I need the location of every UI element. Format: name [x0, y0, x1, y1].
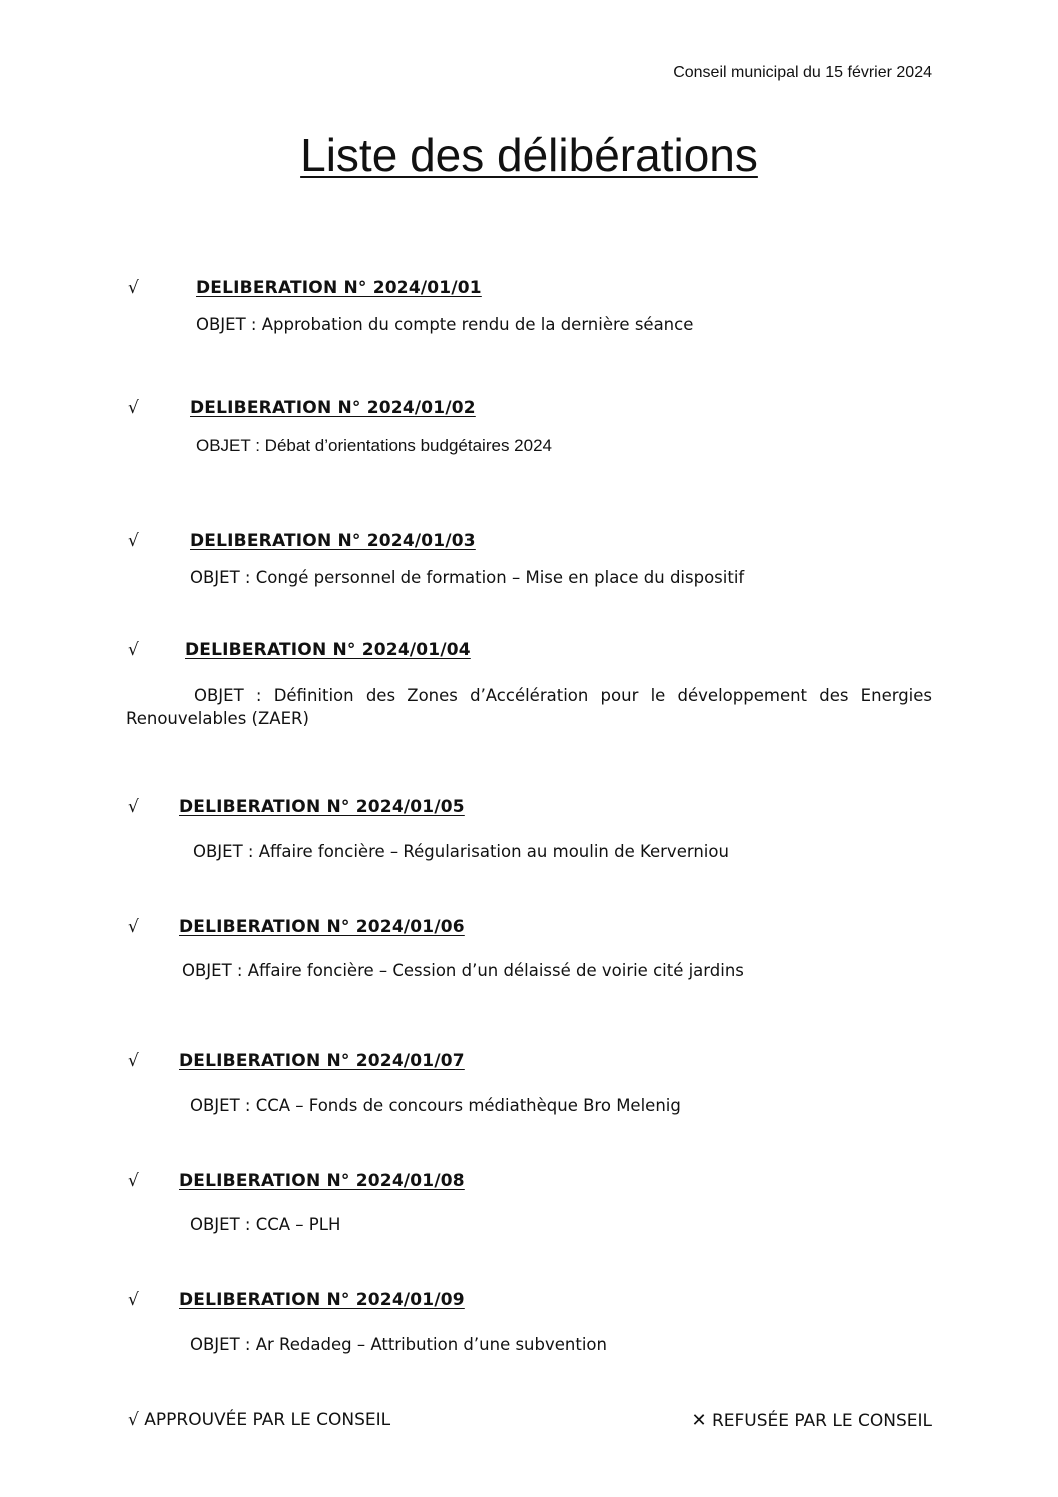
objet-label: OBJET : [190, 568, 251, 587]
deliberation-number: DELIBERATION N° 2024/01/09 [179, 1290, 465, 1310]
approved-check-icon: √ [128, 1410, 139, 1430]
approved-check-icon: √ [128, 531, 139, 551]
header-date: Conseil municipal du 15 février 2024 [673, 64, 932, 81]
deliberation-number: DELIBERATION N° 2024/01/02 [190, 398, 476, 418]
legend-refused [691, 1410, 932, 1431]
legend-approved-label: APPROUVÉE PAR LE CONSEIL [144, 1410, 391, 1430]
objet-text: Congé personnel de formation – Mise en place du dispositif [255, 568, 745, 587]
deliberation-objet [193, 842, 729, 861]
deliberation-objet [182, 961, 744, 980]
objet-label: OBJET : [194, 686, 262, 705]
objet-label: OBJET : [190, 1096, 251, 1115]
deliberation-objet [190, 1096, 681, 1115]
deliberation-objet [196, 315, 693, 334]
approved-check-icon: √ [128, 1290, 139, 1310]
approved-check-icon: √ [128, 398, 139, 418]
objet-label: OBJET : [190, 1335, 251, 1354]
approved-check-icon: √ [128, 797, 139, 817]
deliberation-number: DELIBERATION N° 2024/01/07 [179, 1051, 465, 1071]
legend-approved [128, 1410, 390, 1430]
approved-check-icon: √ [128, 278, 139, 298]
objet-label: OBJET : [193, 842, 254, 861]
deliberation-objet [190, 1335, 607, 1354]
deliberation-number: DELIBERATION N° 2024/01/08 [179, 1171, 465, 1191]
objet-text: Définition des Zones d’Accélération pour le développement des Energies Renouvelables (ZAER) [126, 686, 933, 728]
objet-label: OBJET : [196, 436, 260, 455]
objet-label: OBJET : [190, 1215, 251, 1234]
objet-label: OBJET : [182, 961, 243, 980]
deliberation-number: DELIBERATION N° 2024/01/05 [179, 797, 465, 817]
approved-check-icon: √ [128, 640, 139, 660]
deliberation-objet [196, 436, 552, 456]
objet-text: Affaire foncière – Cession d’un délaissé de voirie cité jardins [247, 961, 744, 980]
legend-refused-label: REFUSÉE PAR LE CONSEIL [711, 1411, 932, 1431]
objet-label: OBJET : [196, 315, 257, 334]
objet-text: Approbation du compte rendu de la dernière séance [261, 315, 694, 334]
deliberation-objet [126, 684, 932, 730]
deliberation-number: DELIBERATION N° 2024/01/03 [190, 531, 476, 551]
approved-check-icon: √ [128, 1051, 139, 1071]
objet-text: Débat d’orientations budgétaires 2024 [264, 436, 552, 455]
approved-check-icon: √ [128, 917, 139, 937]
page-title: Liste des délibérations [300, 129, 758, 181]
deliberation-objet [190, 568, 744, 587]
objet-text: Affaire foncière – Régularisation au moulin de Kerverniou [258, 842, 729, 861]
deliberation-number: DELIBERATION N° 2024/01/01 [196, 278, 482, 298]
objet-text: CCA – PLH [255, 1215, 341, 1234]
deliberation-objet [190, 1215, 340, 1234]
objet-text: Ar Redadeg – Attribution d’une subvention [255, 1335, 607, 1354]
deliberation-number: DELIBERATION N° 2024/01/06 [179, 917, 465, 937]
objet-text: CCA – Fonds de concours médiathèque Bro Melenig [255, 1096, 681, 1115]
deliberation-number: DELIBERATION N° 2024/01/04 [185, 640, 471, 660]
refused-cross-icon: ✕ [691, 1410, 707, 1431]
approved-check-icon: √ [128, 1171, 139, 1191]
